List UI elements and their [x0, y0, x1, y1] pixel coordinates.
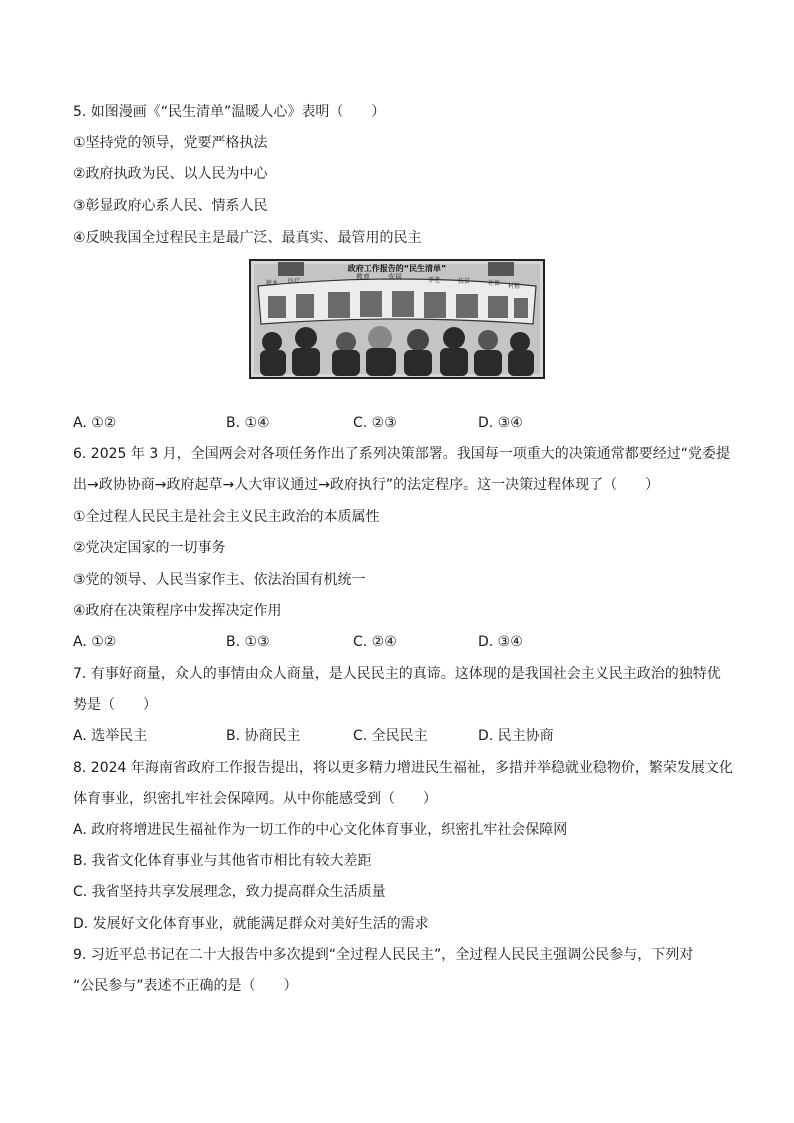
option-b[interactable]: B. ①④	[226, 415, 270, 431]
cartoon-label: 养老	[428, 277, 441, 284]
q6-options	[73, 632, 633, 652]
q5-options	[73, 413, 633, 433]
cartoon-label: 医疗	[288, 278, 301, 285]
option-a[interactable]: A. 选举民主	[73, 728, 148, 744]
q7-stem-line-2: 势是（ ）	[73, 697, 157, 713]
option-a[interactable]: A. ①②	[73, 415, 117, 431]
option-a[interactable]: A. ①②	[73, 634, 117, 650]
cartoon-label: 安居	[388, 273, 402, 281]
option-c[interactable]: C. ②③	[353, 415, 397, 431]
option-b[interactable]: B. 协商民主	[226, 728, 301, 744]
q6-statement-3: ③党的领导、人民当家作主、依法治国有机统一	[73, 572, 366, 588]
cartoon-label: 村租	[508, 283, 521, 290]
cartoon-label: 就业	[266, 280, 279, 287]
q5-statement-4: ④反映我国全过程民主是最广泛、最真实、最管用的民主	[73, 230, 422, 246]
q6-statement-2: ②党决定国家的一切事务	[73, 540, 226, 556]
option-c[interactable]: C. ②④	[353, 634, 397, 650]
q8-option-c[interactable]: C. 我省坚持共享发展理念，致力提高群众生活质量	[73, 884, 386, 900]
q8-option-d[interactable]: D. 发展好文化体育事业，就能满足群众对美好生活的需求	[73, 916, 429, 932]
option-b[interactable]: B. ①③	[226, 634, 270, 650]
cartoon-label: 社保	[488, 280, 501, 287]
q5-cartoon-image	[248, 258, 546, 380]
cartoon-label: 扶贫	[458, 278, 471, 285]
q5-statement-3: ③彰显政府心系人民、情系人民	[73, 198, 268, 214]
cartoon-banner: 政府工作报告的“民生清单”	[347, 264, 447, 273]
q9-stem-line-2: “公民参与”表述不正确的是（ ）	[73, 978, 298, 994]
cartoon-label: 教育	[356, 273, 370, 281]
q5-statement-1: ①坚持党的领导，党要严格执法	[73, 135, 268, 151]
q6-statement-4: ④政府在决策程序中发挥决定作用	[73, 603, 282, 619]
option-c[interactable]: C. 全民民主	[353, 728, 428, 744]
q6-statement-1: ①全过程人民民主是社会主义民主政治的本质属性	[73, 509, 380, 525]
option-d[interactable]: D. ③④	[478, 415, 523, 431]
option-d[interactable]: D. ③④	[478, 634, 523, 650]
q7-stem-line-1: 7. 有事好商量，众人的事情由众人商量，是人民民主的真谛。这体现的是我国社会主义民主政治的独特优	[73, 666, 721, 682]
q5-stem: 5. 如图漫画《“民生清单”温暖人心》表明（ ）	[73, 104, 386, 120]
q6-stem-line-1: 6. 2025 年 3 月，全国两会对各项任务作出了系列决策部署。我国每一项重大的决策通常都要经过“党委提	[73, 446, 730, 462]
q5-statement-2: ②政府执政为民、以人民为中心	[73, 166, 268, 182]
q7-options	[73, 726, 633, 746]
q8-stem-line-1: 8. 2024 年海南省政府工作报告提出，将以更多精力增进民生福祉，多措并举稳就业稳物价，繁荣发展文化	[73, 760, 733, 776]
q8-option-a[interactable]: A. 政府将增进民生福祉作为一切工作的中心文化体育事业，织密扎牢社会保障网	[73, 822, 568, 838]
q9-stem-line-1: 9. 习近平总书记在二十大报告中多次提到“全过程人民民主”，全过程人民民主强调公民参与，下列对	[73, 947, 694, 963]
option-d[interactable]: D. 民主协商	[478, 728, 554, 744]
q6-stem-line-2: 出→政协协商→政府起草→人大审议通过→政府执行”的法定程序。这一决策过程体现了（ ）	[73, 477, 660, 493]
q8-option-b[interactable]: B. 我省文化体育事业与其他省市相比有较大差距	[73, 853, 372, 869]
q8-stem-line-2: 体育事业，织密扎牢社会保障网。从中你能感受到（ ）	[73, 791, 437, 807]
